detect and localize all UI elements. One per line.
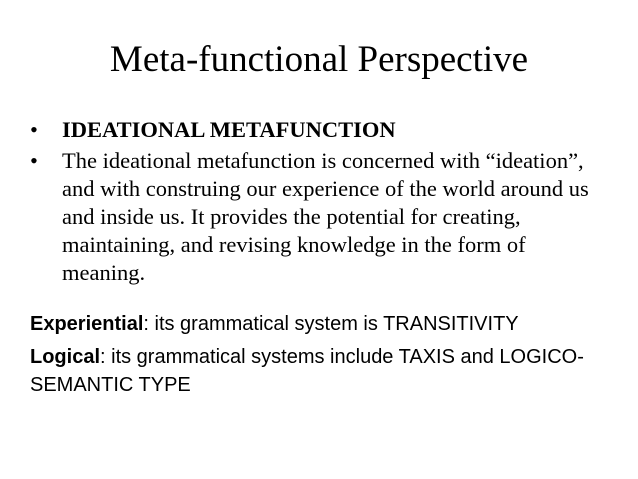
- experiential-paragraph: [30, 310, 620, 338]
- bullet-list: [30, 116, 610, 290]
- bullet-text: The ideational metafunction is concerned with “ideation”, and with construing our experience of the world around us and inside us. It provides the potential for creating, maintaining, and revising knowledge in the form of meaning.: [62, 148, 589, 285]
- bullet-item: [30, 116, 610, 144]
- bullet-dot-icon: •: [30, 117, 38, 142]
- logical-term: Logical: [30, 346, 101, 368]
- logical-paragraph: [30, 343, 620, 399]
- bullet-dot-icon: •: [30, 148, 38, 173]
- logical-description: : its grammatical systems include TAXIS and LOGICO-SEMANTIC TYPE: [30, 346, 584, 396]
- experiential-term: Experiential: [30, 313, 144, 335]
- bullet-heading: IDEATIONAL METAFUNCTION: [62, 117, 396, 142]
- experiential-description: : its grammatical system is TRANSITIVITY: [143, 313, 519, 335]
- slide-title: Meta-functional Perspective: [109, 39, 529, 80]
- bullet-item: [30, 147, 610, 287]
